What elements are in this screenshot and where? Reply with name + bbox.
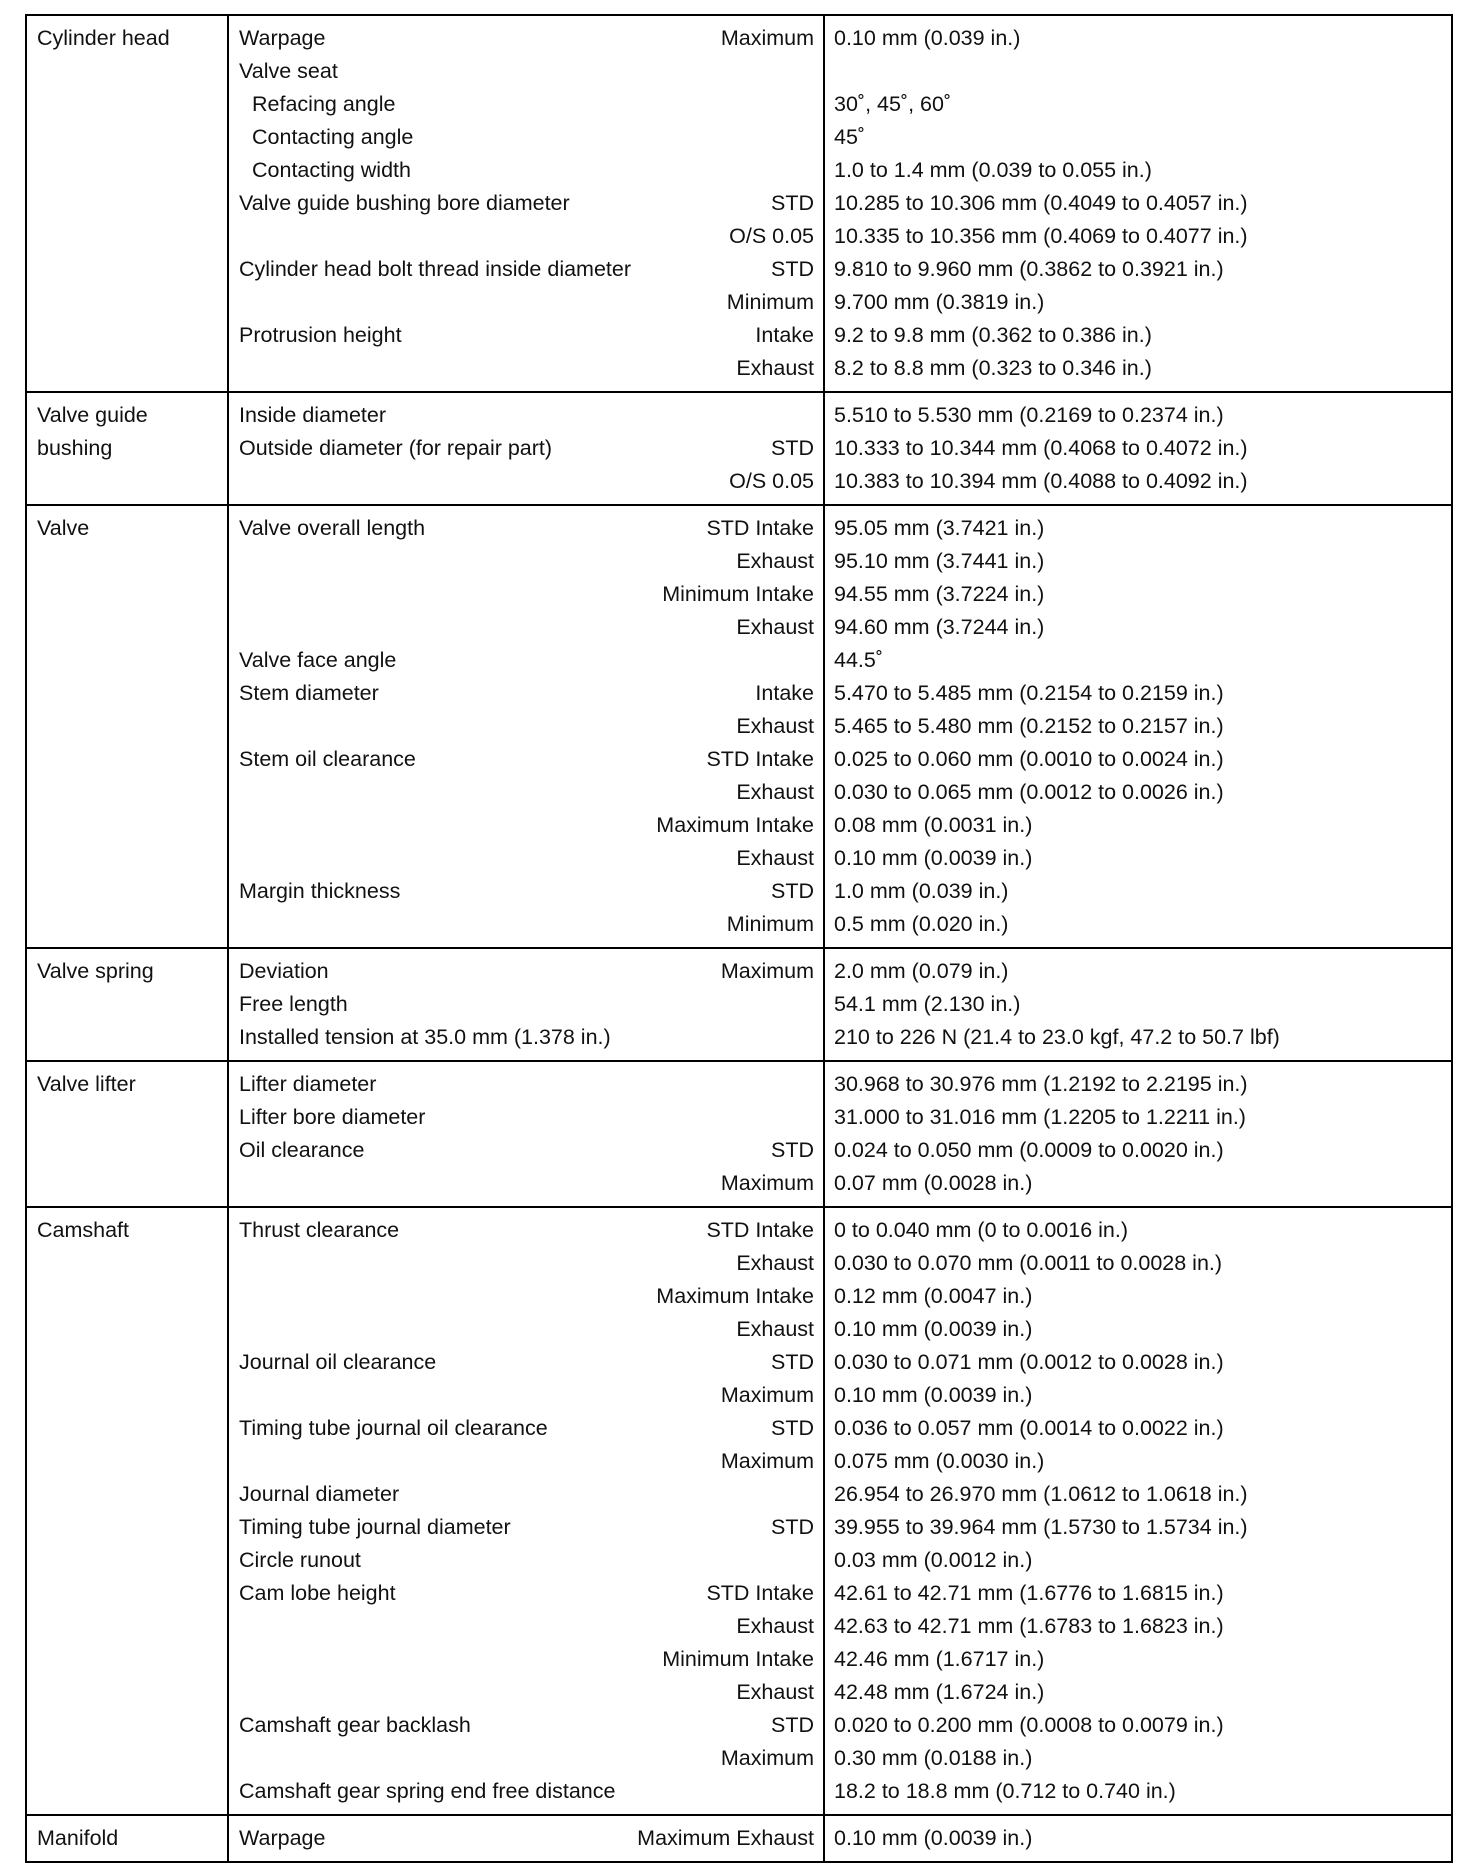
spec-value: 8.2 to 8.8 mm (0.323 to 0.346 in.) — [834, 356, 1152, 380]
spec-item-line — [229, 22, 823, 55]
spec-item-line — [229, 743, 823, 776]
spec-item-label: Journal oil clearance — [239, 1350, 437, 1374]
spec-qualifier: Minimum — [726, 912, 814, 936]
spec-item-line — [229, 776, 823, 809]
spec-item-label: Oil clearance — [239, 1138, 365, 1162]
spec-item-line — [229, 955, 823, 988]
spec-item-line — [229, 88, 823, 121]
spec-item-label — [239, 1676, 736, 1709]
spec-qualifier: STD — [771, 1350, 814, 1374]
spec-qualifier: STD — [771, 879, 814, 903]
spec-item-line — [229, 1610, 823, 1643]
spec-item-line — [229, 1280, 823, 1313]
spec-values-cell — [824, 392, 1452, 505]
spec-value: 210 to 226 N (21.4 to 23.0 kgf, 47.2 to 50.7 lbf) — [834, 1025, 1280, 1049]
spec-item-line — [229, 644, 823, 677]
spec-value: 0.024 to 0.050 mm (0.0009 to 0.0020 in.) — [834, 1138, 1224, 1162]
spec-qualifier: Exhaust — [736, 1317, 814, 1341]
spec-section-row — [26, 1061, 1452, 1207]
component-name: Valve — [26, 505, 228, 948]
spec-item-line — [229, 1346, 823, 1379]
spec-item-label: Lifter diameter — [239, 1072, 377, 1096]
spec-value: 2.0 mm (0.079 in.) — [834, 959, 1009, 983]
spec-qualifier: Exhaust — [736, 714, 814, 738]
spec-item-line — [229, 1577, 823, 1610]
spec-item-label: Inside diameter — [239, 403, 386, 427]
spec-item-line — [229, 677, 823, 710]
spec-value: 0.10 mm (0.0039 in.) — [834, 1826, 1033, 1850]
spec-qualifier: Maximum — [720, 26, 814, 50]
spec-value: 0.030 to 0.070 mm (0.0011 to 0.0028 in.) — [834, 1251, 1223, 1275]
spec-value: 10.383 to 10.394 mm (0.4088 to 0.4092 in.) — [834, 469, 1248, 493]
spec-item-label: Contacting angle — [252, 125, 414, 149]
spec-item-label: Valve overall length — [239, 516, 426, 540]
spec-items-cell — [228, 1207, 824, 1815]
spec-item-line — [229, 842, 823, 875]
spec-item-label — [239, 352, 736, 385]
component-name: Cylinder head — [26, 15, 228, 392]
spec-value: 0.07 mm (0.0028 in.) — [834, 1171, 1033, 1195]
spec-value: 0.03 mm (0.0012 in.) — [834, 1548, 1033, 1572]
spec-value: 94.55 mm (3.7224 in.) — [834, 582, 1045, 606]
spec-value: 10.335 to 10.356 mm (0.4069 to 0.4077 in.) — [834, 224, 1248, 248]
spec-value: 0.020 to 0.200 mm (0.0008 to 0.0079 in.) — [834, 1713, 1224, 1737]
spec-item-label — [239, 842, 736, 875]
spec-item-line — [229, 1822, 823, 1855]
spec-qualifier: Exhaust — [736, 615, 814, 639]
spec-qualifier: STD — [771, 1138, 814, 1162]
spec-item-label — [239, 710, 736, 743]
spec-item-label: Cylinder head bolt thread inside diameter — [239, 257, 632, 281]
spec-item-label: Timing tube journal diameter — [239, 1515, 511, 1539]
spec-item-line — [229, 1742, 823, 1775]
component-name: Valve lifter — [26, 1061, 228, 1207]
spec-qualifier: Maximum Exhaust — [637, 1826, 814, 1850]
spec-item-label — [239, 1643, 662, 1676]
spec-item-label — [239, 1445, 721, 1478]
spec-item-line — [229, 253, 823, 286]
spec-item-label: Camshaft gear spring end free distance — [239, 1779, 616, 1803]
spec-qualifier: STD — [771, 191, 814, 215]
spec-qualifier: Minimum — [726, 290, 814, 314]
spec-item-line — [229, 319, 823, 352]
spec-value: 0.036 to 0.057 mm (0.0014 to 0.0022 in.) — [834, 1416, 1224, 1440]
spec-value: 0.10 mm (0.0039 in.) — [834, 1383, 1033, 1407]
spec-items-cell — [228, 392, 824, 505]
spec-value: 44.5˚ — [834, 648, 884, 672]
spec-item-line — [229, 1021, 823, 1054]
spec-item-label: Journal diameter — [239, 1482, 400, 1506]
spec-items-cell — [228, 15, 824, 392]
spec-item-line — [229, 1214, 823, 1247]
component-name: Valve guide bushing — [26, 392, 228, 505]
spec-qualifier: Exhaust — [736, 1680, 814, 1704]
spec-section-row — [26, 948, 1452, 1061]
spec-item-label — [239, 1610, 736, 1643]
component-name: Manifold — [26, 1815, 228, 1862]
spec-item-label: Refacing angle — [252, 92, 396, 116]
spec-item-line — [229, 1101, 823, 1134]
spec-value: 42.48 mm (1.6724 in.) — [834, 1680, 1045, 1704]
spec-item-line — [229, 399, 823, 432]
spec-values-cell — [824, 1815, 1452, 1862]
spec-item-label — [239, 1742, 721, 1775]
spec-value: 45˚ — [834, 125, 866, 149]
spec-item-line — [229, 220, 823, 253]
spec-item-line — [229, 286, 823, 319]
spec-item-label: Thrust clearance — [239, 1218, 400, 1242]
spec-qualifier: STD Intake — [706, 516, 814, 540]
spec-value: 0.025 to 0.060 mm (0.0010 to 0.0024 in.) — [834, 747, 1224, 771]
spec-table — [25, 14, 1453, 1863]
spec-value: 1.0 to 1.4 mm (0.039 to 0.055 in.) — [834, 158, 1152, 182]
spec-item-label — [239, 1247, 736, 1280]
spec-value: 0.075 mm (0.0030 in.) — [834, 1449, 1045, 1473]
spec-section-row — [26, 392, 1452, 505]
component-name: Valve spring — [26, 948, 228, 1061]
spec-value: 0.08 mm (0.0031 in.) — [834, 813, 1033, 837]
spec-item-label: Circle runout — [239, 1548, 361, 1572]
spec-qualifier: Minimum Intake — [662, 1647, 814, 1671]
spec-value: 0.10 mm (0.0039 in.) — [834, 1317, 1033, 1341]
spec-item-line — [229, 1134, 823, 1167]
spec-item-label — [239, 1379, 721, 1412]
spec-item-label: Valve face angle — [239, 648, 397, 672]
spec-item-label — [239, 220, 729, 253]
spec-section-row — [26, 1207, 1452, 1815]
spec-items-cell — [228, 948, 824, 1061]
spec-qualifier: Intake — [755, 323, 814, 347]
spec-item-label: Valve guide bushing bore diameter — [239, 191, 570, 215]
spec-item-label: Free length — [239, 992, 348, 1016]
spec-qualifier: O/S 0.05 — [729, 224, 814, 248]
spec-qualifier: Exhaust — [736, 356, 814, 380]
spec-value: 95.05 mm (3.7421 in.) — [834, 516, 1045, 540]
spec-item-label — [239, 1167, 721, 1200]
spec-qualifier: Maximum — [720, 1383, 814, 1407]
spec-item-line — [229, 1313, 823, 1346]
spec-qualifier: Exhaust — [736, 1251, 814, 1275]
spec-item-line — [229, 1412, 823, 1445]
spec-item-line — [229, 512, 823, 545]
spec-value: 1.0 mm (0.039 in.) — [834, 879, 1009, 903]
spec-qualifier: Maximum Intake — [656, 1284, 814, 1308]
spec-item-line — [229, 1247, 823, 1280]
spec-value: 10.333 to 10.344 mm (0.4068 to 0.4072 in.) — [834, 436, 1248, 460]
spec-value: 0.30 mm (0.0188 in.) — [834, 1746, 1033, 1770]
spec-item-label — [239, 286, 727, 319]
spec-values-cell — [824, 948, 1452, 1061]
spec-section-row — [26, 1815, 1452, 1862]
spec-value: 9.700 mm (0.3819 in.) — [834, 290, 1045, 314]
spec-value: 95.10 mm (3.7441 in.) — [834, 549, 1045, 573]
spec-items-cell — [228, 505, 824, 948]
spec-qualifier: Maximum — [720, 1171, 814, 1195]
spec-item-label — [239, 776, 736, 809]
spec-item-line — [229, 578, 823, 611]
spec-item-line — [229, 1478, 823, 1511]
spec-qualifier: STD — [771, 257, 814, 281]
spec-value: 0.12 mm (0.0047 in.) — [834, 1284, 1033, 1308]
spec-value: 42.61 to 42.71 mm (1.6776 to 1.6815 in.) — [834, 1581, 1224, 1605]
spec-qualifier: STD Intake — [706, 1581, 814, 1605]
spec-item-line — [229, 988, 823, 1021]
spec-section-row — [26, 505, 1452, 948]
spec-value: 9.810 to 9.960 mm (0.3862 to 0.3921 in.) — [834, 257, 1224, 281]
spec-value: 30.968 to 30.976 mm (1.2192 to 2.2195 in.) — [834, 1072, 1248, 1096]
spec-values-cell — [824, 1061, 1452, 1207]
spec-values-cell — [824, 505, 1452, 948]
spec-value: 10.285 to 10.306 mm (0.4049 to 0.4057 in.) — [834, 191, 1248, 215]
spec-item-label: Protrusion height — [239, 323, 402, 347]
spec-qualifier: Maximum — [720, 959, 814, 983]
spec-item-label: Timing tube journal oil clearance — [239, 1416, 548, 1440]
spec-qualifier: Exhaust — [736, 1614, 814, 1638]
spec-item-label: Stem oil clearance — [239, 747, 416, 771]
spec-item-label: Cam lobe height — [239, 1581, 396, 1605]
spec-table-body — [26, 15, 1452, 1862]
spec-item-label: Stem diameter — [239, 681, 379, 705]
spec-item-line — [229, 432, 823, 465]
spec-item-label: Outside diameter (for repair part) — [239, 436, 553, 460]
spec-item-label: Warpage — [239, 1826, 326, 1850]
spec-qualifier: STD — [771, 436, 814, 460]
spec-item-line — [229, 611, 823, 644]
spec-item-line — [229, 1167, 823, 1200]
spec-item-line — [229, 1709, 823, 1742]
spec-item-label — [239, 1280, 656, 1313]
spec-item-line — [229, 545, 823, 578]
spec-item-label — [239, 1313, 736, 1346]
spec-value: 31.000 to 31.016 mm (1.2205 to 1.2211 in.) — [834, 1105, 1246, 1129]
spec-item-line — [229, 710, 823, 743]
spec-values-cell — [824, 15, 1452, 392]
spec-item-label — [239, 611, 736, 644]
spec-item-line — [229, 809, 823, 842]
spec-item-line — [229, 1775, 823, 1808]
spec-item-line — [229, 1676, 823, 1709]
spec-item-line — [229, 154, 823, 187]
spec-item-label: Camshaft gear backlash — [239, 1713, 471, 1737]
spec-item-line — [229, 908, 823, 941]
spec-value: 94.60 mm (3.7244 in.) — [834, 615, 1045, 639]
spec-value: 0.5 mm (0.020 in.) — [834, 912, 1009, 936]
spec-item-line — [229, 875, 823, 908]
spec-item-line — [229, 1068, 823, 1101]
spec-value: 54.1 mm (2.130 in.) — [834, 992, 1021, 1016]
spec-item-label: Installed tension at 35.0 mm (1.378 in.) — [239, 1025, 611, 1049]
spec-value: 0 to 0.040 mm (0 to 0.0016 in.) — [834, 1218, 1128, 1242]
spec-item-label — [239, 578, 662, 611]
spec-value: 39.955 to 39.964 mm (1.5730 to 1.5734 in.) — [834, 1515, 1248, 1539]
spec-item-line — [229, 1544, 823, 1577]
spec-value: 26.954 to 26.970 mm (1.0612 to 1.0618 in.) — [834, 1482, 1248, 1506]
spec-qualifier: Exhaust — [736, 549, 814, 573]
spec-value: 30˚, 45˚, 60˚ — [834, 92, 952, 116]
spec-item-label: Lifter bore diameter — [239, 1105, 426, 1129]
spec-item-line — [229, 121, 823, 154]
spec-item-label — [239, 809, 656, 842]
spec-value: 0.030 to 0.065 mm (0.0012 to 0.0026 in.) — [834, 780, 1224, 804]
spec-qualifier: STD — [771, 1713, 814, 1737]
spec-qualifier: STD — [771, 1515, 814, 1539]
spec-item-line — [229, 1511, 823, 1544]
spec-item-line — [229, 1643, 823, 1676]
spec-item-line — [229, 465, 823, 498]
spec-item-label — [239, 908, 727, 941]
spec-item-line — [229, 187, 823, 220]
spec-qualifier: O/S 0.05 — [729, 469, 814, 493]
spec-qualifier: Maximum — [720, 1746, 814, 1770]
spec-item-label: Contacting width — [252, 158, 411, 182]
spec-item-label: Margin thickness — [239, 879, 401, 903]
spec-items-cell — [228, 1061, 824, 1207]
spec-items-cell — [228, 1815, 824, 1862]
spec-qualifier: Maximum Intake — [656, 813, 814, 837]
spec-value: 5.510 to 5.530 mm (0.2169 to 0.2374 in.) — [834, 403, 1224, 427]
spec-value: 5.470 to 5.485 mm (0.2154 to 0.2159 in.) — [834, 681, 1224, 705]
spec-value: 18.2 to 18.8 mm (0.712 to 0.740 in.) — [834, 1779, 1176, 1803]
spec-item-line — [229, 55, 823, 88]
spec-qualifier: STD Intake — [706, 747, 814, 771]
spec-value: 0.10 mm (0.0039 in.) — [834, 846, 1033, 870]
spec-item-line — [229, 1445, 823, 1478]
spec-value — [825, 55, 1451, 88]
spec-qualifier: Exhaust — [736, 780, 814, 804]
spec-value: 0.10 mm (0.039 in.) — [834, 26, 1021, 50]
spec-item-line — [229, 352, 823, 385]
spec-item-label — [239, 545, 736, 578]
spec-qualifier: STD Intake — [706, 1218, 814, 1242]
spec-qualifier: STD — [771, 1416, 814, 1440]
spec-value: 0.030 to 0.071 mm (0.0012 to 0.0028 in.) — [834, 1350, 1224, 1374]
spec-value: 42.46 mm (1.6717 in.) — [834, 1647, 1045, 1671]
spec-value: 5.465 to 5.480 mm (0.2152 to 0.2157 in.) — [834, 714, 1224, 738]
component-name: Camshaft — [26, 1207, 228, 1815]
spec-item-label: Deviation — [239, 959, 329, 983]
spec-item-label: Warpage — [239, 26, 326, 50]
spec-qualifier: Exhaust — [736, 846, 814, 870]
spec-values-cell — [824, 1207, 1452, 1815]
spec-qualifier: Maximum — [720, 1449, 814, 1473]
spec-section-row — [26, 15, 1452, 392]
spec-item-line — [229, 1379, 823, 1412]
spec-qualifier: Minimum Intake — [662, 582, 814, 606]
spec-item-label: Valve seat — [239, 59, 338, 83]
spec-item-label — [239, 465, 729, 498]
spec-value: 9.2 to 9.8 mm (0.362 to 0.386 in.) — [834, 323, 1152, 347]
spec-value: 42.63 to 42.71 mm (1.6783 to 1.6823 in.) — [834, 1614, 1224, 1638]
spec-qualifier: Intake — [755, 681, 814, 705]
